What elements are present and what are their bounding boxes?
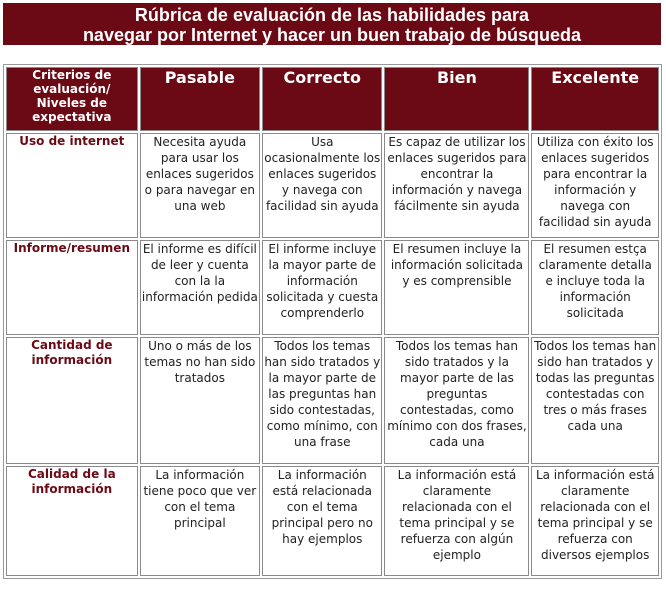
criteria-header-line-1: Criterios de — [32, 68, 112, 82]
table-row — [6, 133, 659, 238]
criterion-informe-resumen: Informe/resumen — [6, 240, 138, 335]
level-header-bien: Bien — [384, 67, 529, 131]
criteria-header-line-4: expectativa — [32, 110, 112, 124]
cell-cantidad-correcto: Todos los temas han sido tratados y la mayor parte de las preguntas han sido contestadas, como mínimo, con una frase — [262, 337, 382, 464]
table-row — [6, 337, 659, 464]
cell-calidad-correcto: La información está relacionada con el tema principal pero no hay ejemplos — [262, 466, 382, 576]
level-header-excelente: Excelente — [531, 67, 659, 131]
cell-uso-excelente: Utiliza con éxito los enlaces sugeridos para encontrar la información y navega con facilidad sin ayuda — [531, 133, 659, 238]
rubric-table — [3, 64, 662, 579]
cell-cantidad-bien: Todos los temas han sido tratados y la mayor parte de las preguntas contestadas, como mínimo con dos frases, cada una — [384, 337, 529, 464]
criterion-calidad-de-la-informacion: Calidad de la información — [6, 466, 138, 576]
level-header-correcto: Correcto — [262, 67, 382, 131]
cell-informe-bien: El resumen incluye la información solicitada y es comprensible — [384, 240, 529, 335]
cell-calidad-pasable: La información tiene poco que ver con el tema principal — [140, 466, 260, 576]
cell-informe-excelente: El resumen estça claramente detalla e incluye toda la información solicitada — [531, 240, 659, 335]
criteria-header — [6, 67, 138, 131]
header-row — [6, 67, 659, 131]
title-line-1: Rúbrica de evaluación de las habilidades para — [134, 5, 530, 25]
cell-cantidad-excelente: Todos los temas han sido han tratados y todas las preguntas contestadas con tres o más frases cada una — [531, 337, 659, 464]
cell-calidad-bien: La información está claramente relacionada con el tema principal y se refuerza con algún ejemplo — [384, 466, 529, 576]
title-line-2: navegar por Internet y hacer un buen trabajo de búsqueda — [82, 25, 582, 45]
level-header-pasable: Pasable — [140, 67, 260, 131]
cell-informe-correcto: El informe incluye la mayor parte de información solicitada y cuesta comprenderlo — [262, 240, 382, 335]
table-row — [6, 466, 659, 576]
table-row — [6, 240, 659, 335]
cell-informe-pasable: El informe es difícil de leer y cuenta con la la información pedida — [140, 240, 260, 335]
cell-uso-correcto: Usa ocasionalmente los enlaces sugeridos y navega con facilidad sin ayuda — [262, 133, 382, 238]
cell-calidad-excelente: La información está claramente relacionada con el tema principal y se refuerza con diversos ejemplos — [531, 466, 659, 576]
rubric-title — [3, 3, 661, 45]
cell-uso-bien: Es capaz de utilizar los enlaces sugeridos para encontrar la información y navega fácilmente sin ayuda — [384, 133, 529, 238]
criteria-header-line-2: evaluación/ — [33, 82, 111, 96]
criterion-cantidad-de-informacion: Cantidad de información — [6, 337, 138, 464]
cell-cantidad-pasable: Uno o más de los temas no han sido tratados — [140, 337, 260, 464]
cell-uso-pasable: Necesita ayuda para usar los enlaces sugeridos o para navegar en una web — [140, 133, 260, 238]
criteria-header-line-3: Niveles de — [36, 96, 108, 110]
criterion-uso-de-internet: Uso de internet — [6, 133, 138, 238]
